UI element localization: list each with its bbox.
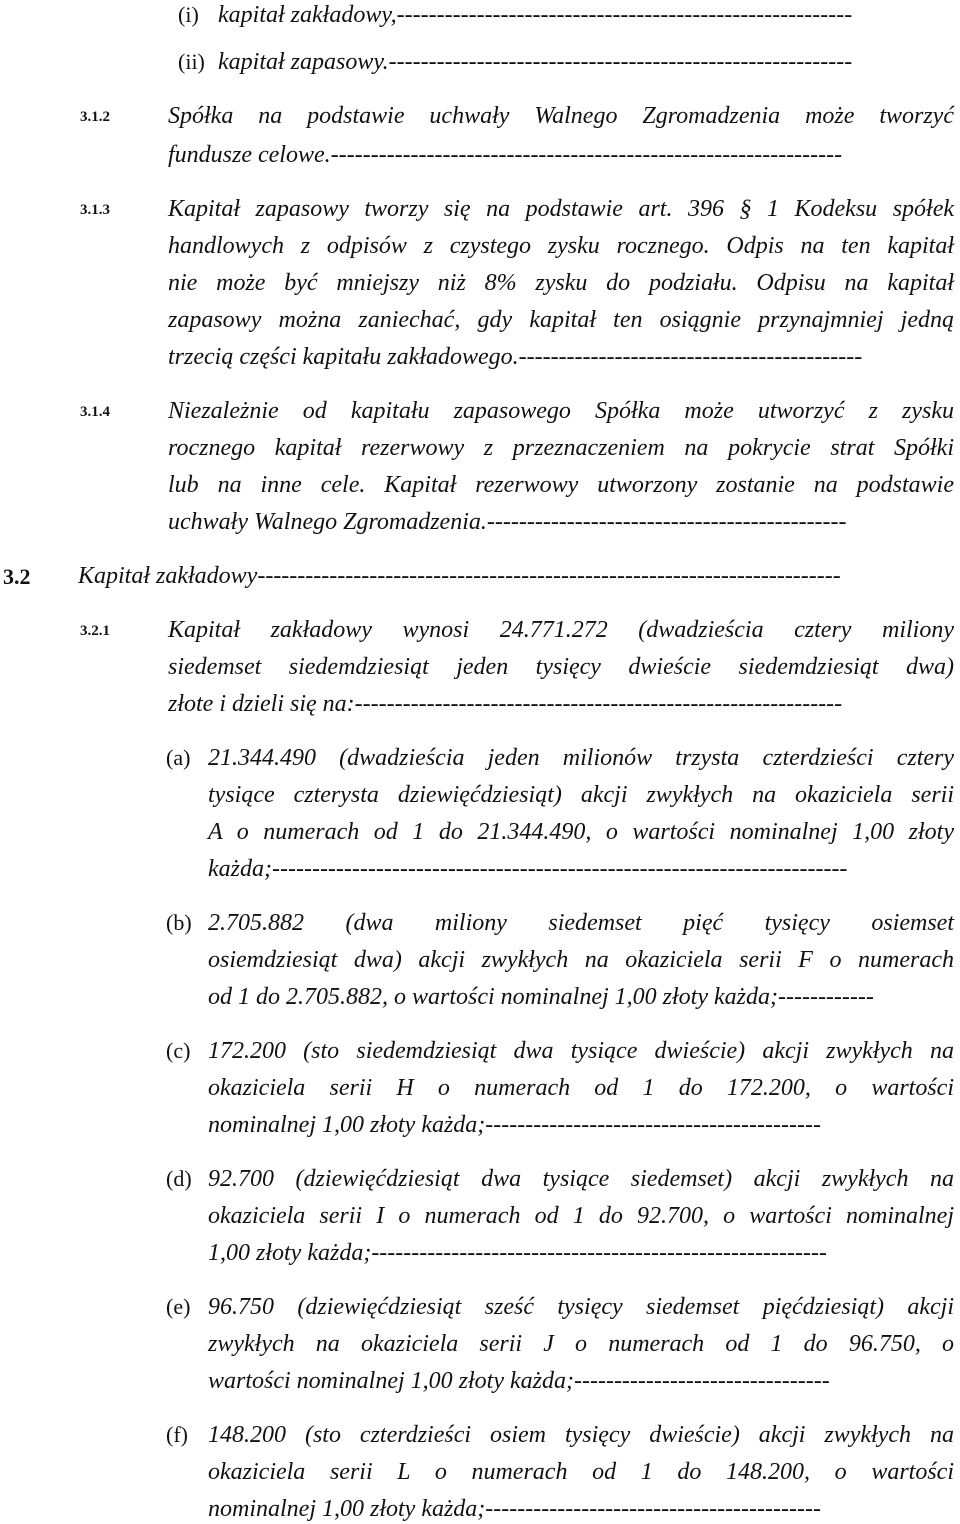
item-a-line-3: A o numerach od 1 do 21.344.490, o wartości nominalnej 1,00 złoty xyxy=(208,819,954,845)
item-b-line-3: od 1 do 2.705.882, o wartości nominalnej 1,00 złoty każda;------------ xyxy=(208,984,874,1010)
item-a-line-2: tysiące czterysta dziewięćdziesiąt) akcji zwykłych na okaziciela serii xyxy=(208,782,954,808)
section-3-2-1-line-2: siedemset siedemdziesiąt jeden tysięcy dwieście siedemdziesiąt dwa) xyxy=(168,654,954,680)
item-f-line-1: 148.200 (sto czterdzieści osiem tysięcy dwieście) akcji zwykłych na xyxy=(208,1422,954,1448)
section-3-1-3-line-1: Kapitał zapasowy tworzy się na podstawie art. 396 § 1 Kodeksu spółek xyxy=(168,196,954,222)
section-number-3-1-3: 3.1.3 xyxy=(80,202,110,218)
item-label-a: (a) xyxy=(166,745,191,770)
section-3-1-3-line-3: nie może być mniejszy niż 8% zysku do podziału. Odpisu na kapitał xyxy=(168,270,954,296)
section-3-1-4-line-2: rocznego kapitał rezerwowy z przeznaczeniem na pokrycie strat Spółki xyxy=(168,435,954,461)
item-b-line-2: osiemdziesiąt dwa) akcji zwykłych na okaziciela serii F o numerach xyxy=(208,947,954,973)
section-3-2-heading: Kapitał zakładowy------------------------------------------------------------------------- xyxy=(78,563,841,589)
list-item-i: kapitał zakładowy,--------------------------------------------------------- xyxy=(218,2,853,28)
item-a-line-1: 21.344.490 (dwadzieścia jeden milionów trzysta czterdzieści cztery xyxy=(208,745,954,771)
section-3-2-1-line-1: Kapitał zakładowy wynosi 24.771.272 (dwadzieścia cztery miliony xyxy=(168,617,954,643)
item-c-line-2: okaziciela serii H o numerach od 1 do 172.200, o wartości xyxy=(208,1075,954,1101)
item-b-line-1: 2.705.882 (dwa miliony siedemset pięć tysięcy osiemset xyxy=(208,910,954,936)
item-label-e: (e) xyxy=(166,1294,191,1319)
section-number-3-1-2: 3.1.2 xyxy=(80,109,110,125)
section-3-1-3-line-4: zapasowy można zaniechać, gdy kapitał ten osiągnie przynajmniej jedną xyxy=(168,307,954,333)
list-label-ii: (ii) xyxy=(178,49,205,74)
item-f-line-2: okaziciela serii L o numerach od 1 do 148.200, o wartości xyxy=(208,1459,954,1485)
section-3-1-4-line-4: uchwały Walnego Zgromadzenia.--------------------------------------------- xyxy=(168,509,847,535)
section-3-2-1-line-3: złote i dzieli się na:------------------------------------------------------------- xyxy=(168,691,843,717)
item-label-b: (b) xyxy=(166,910,192,935)
item-e-line-2: zwykłych na okaziciela serii J o numerach od 1 do 96.750, o xyxy=(208,1331,954,1357)
item-label-d: (d) xyxy=(166,1166,192,1191)
list-label-i: (i) xyxy=(178,2,199,27)
item-c-line-1: 172.200 (sto siedemdziesiąt dwa tysiące dwieście) akcji zwykłych na xyxy=(208,1038,954,1064)
item-c-line-3: nominalnej 1,00 złoty każda;------------------------------------------ xyxy=(208,1112,821,1138)
item-e-line-3: wartości nominalnej 1,00 złoty każda;-------------------------------- xyxy=(208,1368,830,1394)
section-3-1-3-line-5: trzecią części kapitału zakładowego.------------------------------------------- xyxy=(168,344,863,370)
item-a-line-4: każda;------------------------------------------------------------------------ xyxy=(208,856,848,882)
section-3-1-4-line-1: Niezależnie od kapitału zapasowego Spółka może utworzyć z zysku xyxy=(168,398,954,424)
section-3-1-2-line-2: fundusze celowe.---------------------------------------------------------------- xyxy=(168,142,843,168)
section-3-1-3-line-2: handlowych z odpisów z czystego zysku rocznego. Odpis na ten kapitał xyxy=(168,233,954,259)
section-3-1-4-line-3: lub na inne cele. Kapitał rezerwowy utworzony zostanie na podstawie xyxy=(168,472,954,498)
item-label-c: (c) xyxy=(166,1038,191,1063)
item-d-line-1: 92.700 (dziewięćdziesiąt dwa tysiące siedemset) akcji zwykłych na xyxy=(208,1166,954,1192)
section-3-1-2-line-1: Spółka na podstawie uchwały Walnego Zgromadzenia może tworzyć xyxy=(168,103,954,129)
section-number-3-2: 3.2 xyxy=(3,564,31,589)
section-number-3-1-4: 3.1.4 xyxy=(80,404,110,420)
item-f-line-3: nominalnej 1,00 złoty każda;------------------------------------------ xyxy=(208,1496,821,1522)
list-item-ii: kapitał zapasowy.---------------------------------------------------------- xyxy=(218,49,853,75)
section-number-3-2-1: 3.2.1 xyxy=(80,623,110,639)
item-e-line-1: 96.750 (dziewięćdziesiąt sześć tysięcy siedemset pięćdziesiąt) akcji xyxy=(208,1294,954,1320)
item-label-f: (f) xyxy=(166,1422,188,1447)
item-d-line-2: okaziciela serii I o numerach od 1 do 92.700, o wartości nominalnej xyxy=(208,1203,954,1229)
item-d-line-3: 1,00 złoty każda;--------------------------------------------------------- xyxy=(208,1240,827,1266)
